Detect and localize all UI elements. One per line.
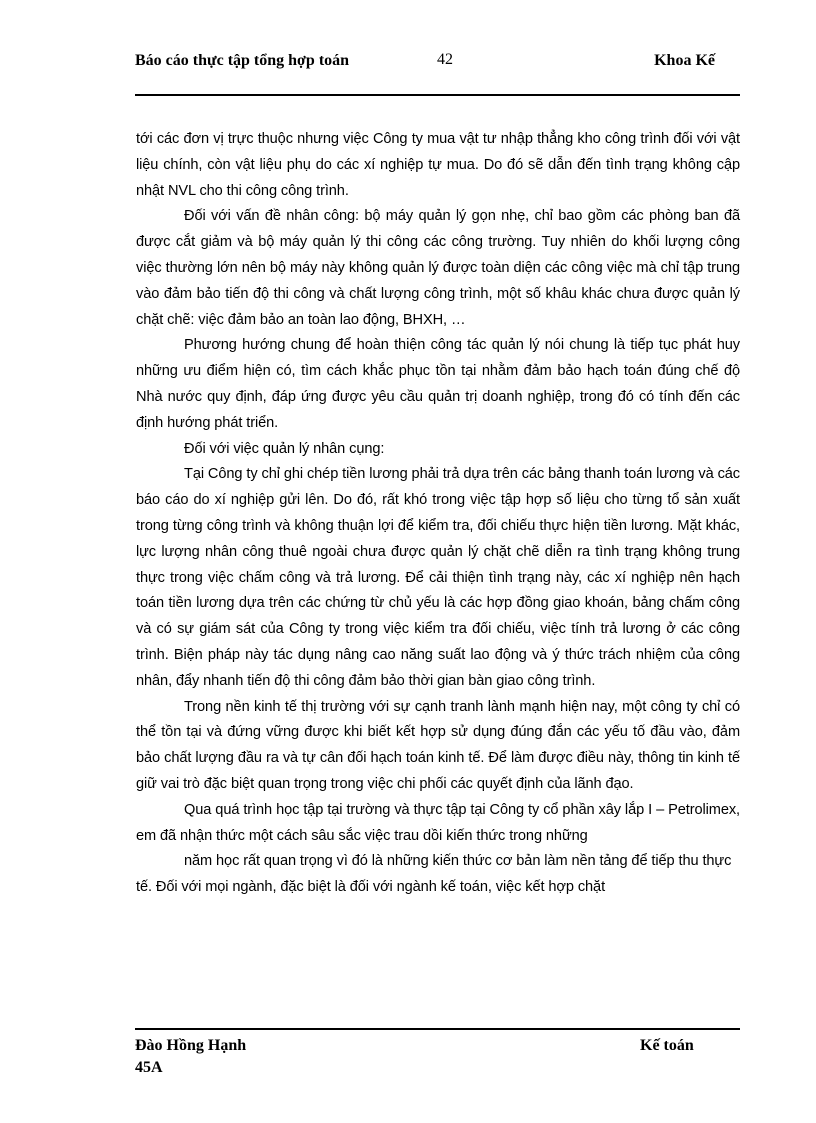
paragraph: Trong nền kinh tế thị trường với sự cạnh tranh lành mạnh hiện nay, một công ty chỉ có thể tồn tại và đứng vững được khi biết kết hợp sử dụng đúng đắn các yếu tố đầu vào, đảm bảo chất lượng đầu ra và tự cân đối hạch toán kinh tế. Để làm được điều này, thông tin kinh tế giữ vai trò đặc biệt quan trọng trong việc chi phối các quyết định của lãnh đạo. <box>136 698 740 792</box>
page-body <box>136 127 740 901</box>
paragraph: Qua quá trình học tập tại trường và thực tập tại Công ty cổ phần xây lắp I – Petrolimex, em đã nhận thức một cách sâu sắc việc trau dồi kiến thức trong những <box>136 801 740 844</box>
paragraph: năm học rất quan trọng vì đó là những kiến thức cơ bản làm nền tảng để tiếp thu thực tế. Đối với mọi ngành, đặc biệt là đối với ngành kế toán, việc kết hợp chặt <box>136 853 732 896</box>
report-title: Báo cáo thực tập tổng hợp toán <box>135 52 350 69</box>
major-name: Kế toán <box>640 1037 694 1054</box>
paragraph: Đối với việc quản lý nhân cụng: <box>184 440 385 457</box>
page-footer <box>135 1028 740 1076</box>
paragraph: Đối với vấn đề nhân công: bộ máy quản lý gọn nhẹ, chỉ bao gồm các phòng ban đã được cắt giảm và bộ máy quản lý thi công các công trường. Tuy nhiên do khối lượng công việc thường lớn nên bộ máy này không quản lý được toàn diện các công việc mà chỉ tập trung vào đảm bảo tiến độ thi công và chất lượng công trình, một số khâu khác chưa được quản lý chặt chẽ: việc đảm bảo an toàn lao động, BHXH, … <box>136 208 740 328</box>
page-header <box>135 48 740 96</box>
paragraph: Phương hướng chung để hoàn thiện công tác quản lý nói chung là tiếp tục phát huy những ưu điểm hiện có, tìm cách khắc phục tồn tại nhằm đảm bảo hạch toán đúng chế độ Nhà nước quy định, đáp ứng được yêu cầu quản trị doanh nghiệp, trong đó có tính đến các định hướng phát triển. <box>136 337 740 431</box>
department-name: Khoa Kế <box>654 52 715 69</box>
paragraph: tới các đơn vị trực thuộc nhưng việc Công ty mua vật tư nhập thẳng kho công trình đối với vật liệu chính, còn vật liệu phụ do các xí nghiệp tự mua. Do đó sẽ dẫn đến tình trạng không cập nhật NVL cho thi công công trình. <box>136 131 740 199</box>
paragraph: Tại Công ty chỉ ghi chép tiền lương phải trả dựa trên các bảng thanh toán lương và các báo cáo do xí nghiệp gửi lên. Do đó, rất khó trong việc tập hợp số liệu cho từng tổ sản xuất trong từng công trình và không thuận lợi để kiểm tra, đối chiếu thực hiện tiền lương. Mặt khác, lực lượng nhân công thuê ngoài chưa được quản lý chặt chẽ diễn ra tình trạng không trung thực trong việc chấm công và trả lương. Để cải thiện tình trạng này, các xí nghiệp nên hạch toán tiền lương dựa trên các chứng từ chủ yếu là các hợp đồng giao khoán, bảng chấm công và có sự giám sát của Công ty trong việc kiểm tra đối chiếu, việc tính trả lương ở các công trình. Biện pháp này tác dụng nâng cao năng suất lao động và ý thức trách nhiệm của công nhân, đẩy nhanh tiến độ thi công đảm bảo thời gian bàn giao công trình. <box>136 466 740 689</box>
author-name: Đào Hồng Hạnh 45A <box>135 1037 247 1076</box>
page-number: 42 <box>437 51 453 68</box>
